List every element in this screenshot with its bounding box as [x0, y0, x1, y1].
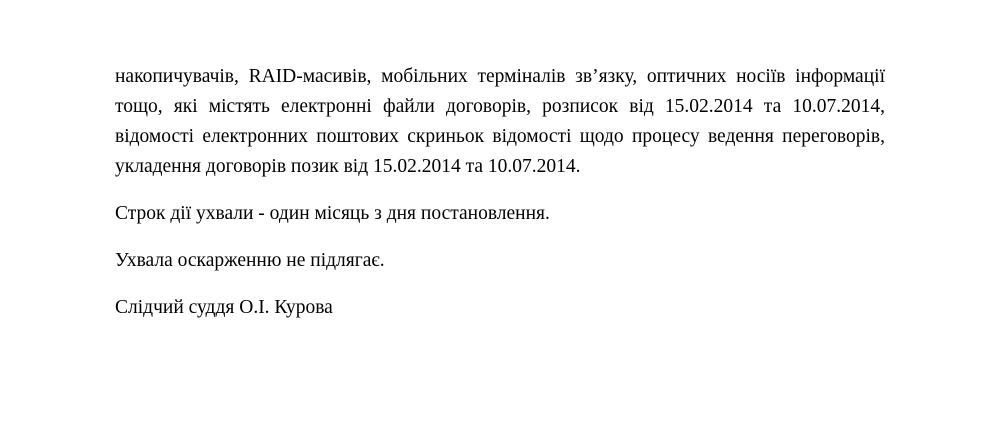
paragraph-evidence-list: накопичувачів, RAID-масивів, мобільних терміналів зв’язку, оптичних носіїв інформації тощо, які містять електронні файли договорів, розписок від 15.02.2014 та 10.07.2014, відомості електронних поштових скриньок відомості щодо процесу ведення переговорів, укладення договорів позик від 15.02.2014 та 10.07.2014. — [115, 66, 885, 177]
paragraph-spacer — [115, 182, 885, 199]
paragraph-spacer — [115, 276, 885, 293]
document-body — [115, 62, 885, 323]
paragraph-validity-term: Строк дії ухвали - один місяць з дня постановлення. — [115, 203, 550, 224]
paragraph-spacer — [115, 229, 885, 246]
paragraph-signature-judge: Слідчий суддя О.І. Курова — [115, 297, 333, 318]
paragraph-no-appeal: Ухвала оскарженню не підлягає. — [115, 250, 385, 271]
